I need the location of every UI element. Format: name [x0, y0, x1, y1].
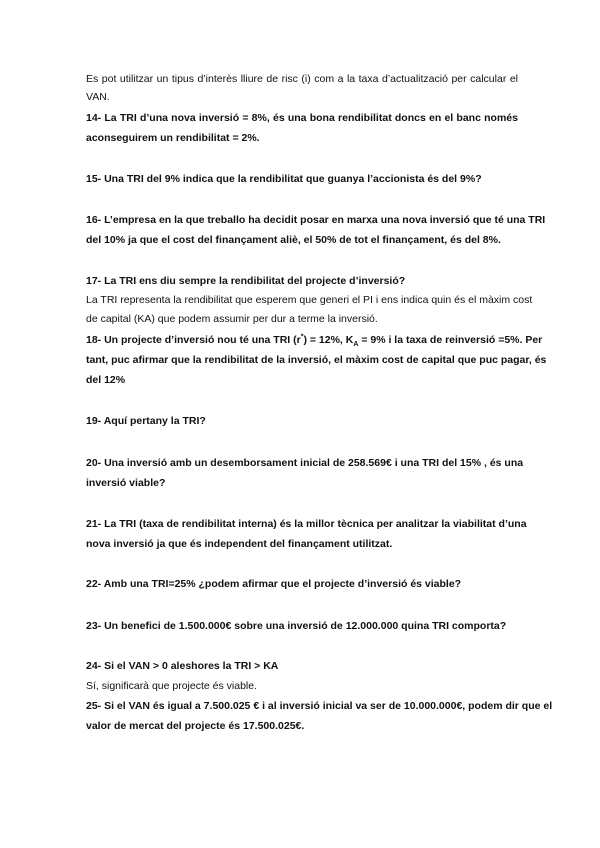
question-15: 15- Una TRI del 9% indica que la rendibilitat que guanya l’accionista és del 9%? [86, 173, 482, 185]
question-22: 22- Amb una TRI=25% ¿podem afirmar que el projecte d’inversió és viable? [86, 578, 462, 590]
question-24: 24- Si el VAN > 0 aleshores la TRI > KA [86, 660, 279, 672]
question-14-cont: aconseguirem un rendibilitat = 2%. [86, 132, 260, 144]
text-line: Es pot utilitzar un tipus d’interès lliure de risc (i) com a la taxa d’actualització per calcular el [86, 73, 518, 85]
question-18 [86, 333, 543, 349]
question-18-part-b: ) = 12%, K [303, 334, 354, 346]
question-19: 19- Aquí pertany la TRI? [86, 415, 206, 427]
question-16-cont: del 10% ja que el cost del finançament aliè, el 50% de tot el finançament, és del 8%. [86, 234, 501, 246]
text-line: VAN. [86, 91, 110, 103]
question-21-cont: nova inversió ja que és independent del finançament utilitzat. [86, 538, 393, 550]
question-17: 17- La TRI ens diu sempre la rendibilitat del projecte d’inversió? [86, 275, 406, 287]
question-25: 25- Si el VAN és igual a 7.500.025 € i al inversió inicial va ser de 10.000.000€, podem dir que el [86, 700, 553, 712]
question-25-cont: valor de mercat del projecte és 17.500.025€. [86, 720, 305, 732]
answer-17: La TRI representa la rendibilitat que esperem que generi el PI i ens indica quin és el màxim cost [86, 294, 533, 306]
question-18-cont: tant, puc afirmar que la rendibilitat de la inversió, el màxim cost de capital que puc pagar, és [86, 354, 547, 366]
question-18-part-c: = 9% i la taxa de reinversió =5%. Per [358, 334, 543, 346]
answer-24: Sí, significarà que projecte és viable. [86, 680, 258, 692]
question-18-subscript: A [353, 341, 359, 349]
question-16: 16- L’empresa en la que treballo ha decidit posar en marxa una nova inversió que té una TRI [86, 214, 546, 226]
question-18-part-a: 18- Un projecte d’inversió nou té una TRI (r [86, 334, 301, 346]
question-18-cont2: del 12% [86, 374, 126, 386]
question-20: 20- Una inversió amb un desemborsament inicial de 258.569€ i una TRI del 15% , és una [86, 457, 524, 469]
question-20-cont: inversió viable? [86, 477, 166, 489]
question-14: 14- La TRI d’una nova inversió = 8%, és una bona rendibilitat doncs en el banc només [86, 112, 518, 124]
question-21: 21- La TRI (taxa de rendibilitat interna) és la millor tècnica per analitzar la viabilitat d’una [86, 518, 527, 530]
answer-17-cont: de capital (KA) que podem assumir per dur a terme la inversió. [86, 313, 378, 325]
question-18-superscript: * [300, 333, 304, 341]
question-23: 23- Un benefici de 1.500.000€ sobre una inversió de 12.000.000 quina TRI comporta? [86, 620, 507, 632]
